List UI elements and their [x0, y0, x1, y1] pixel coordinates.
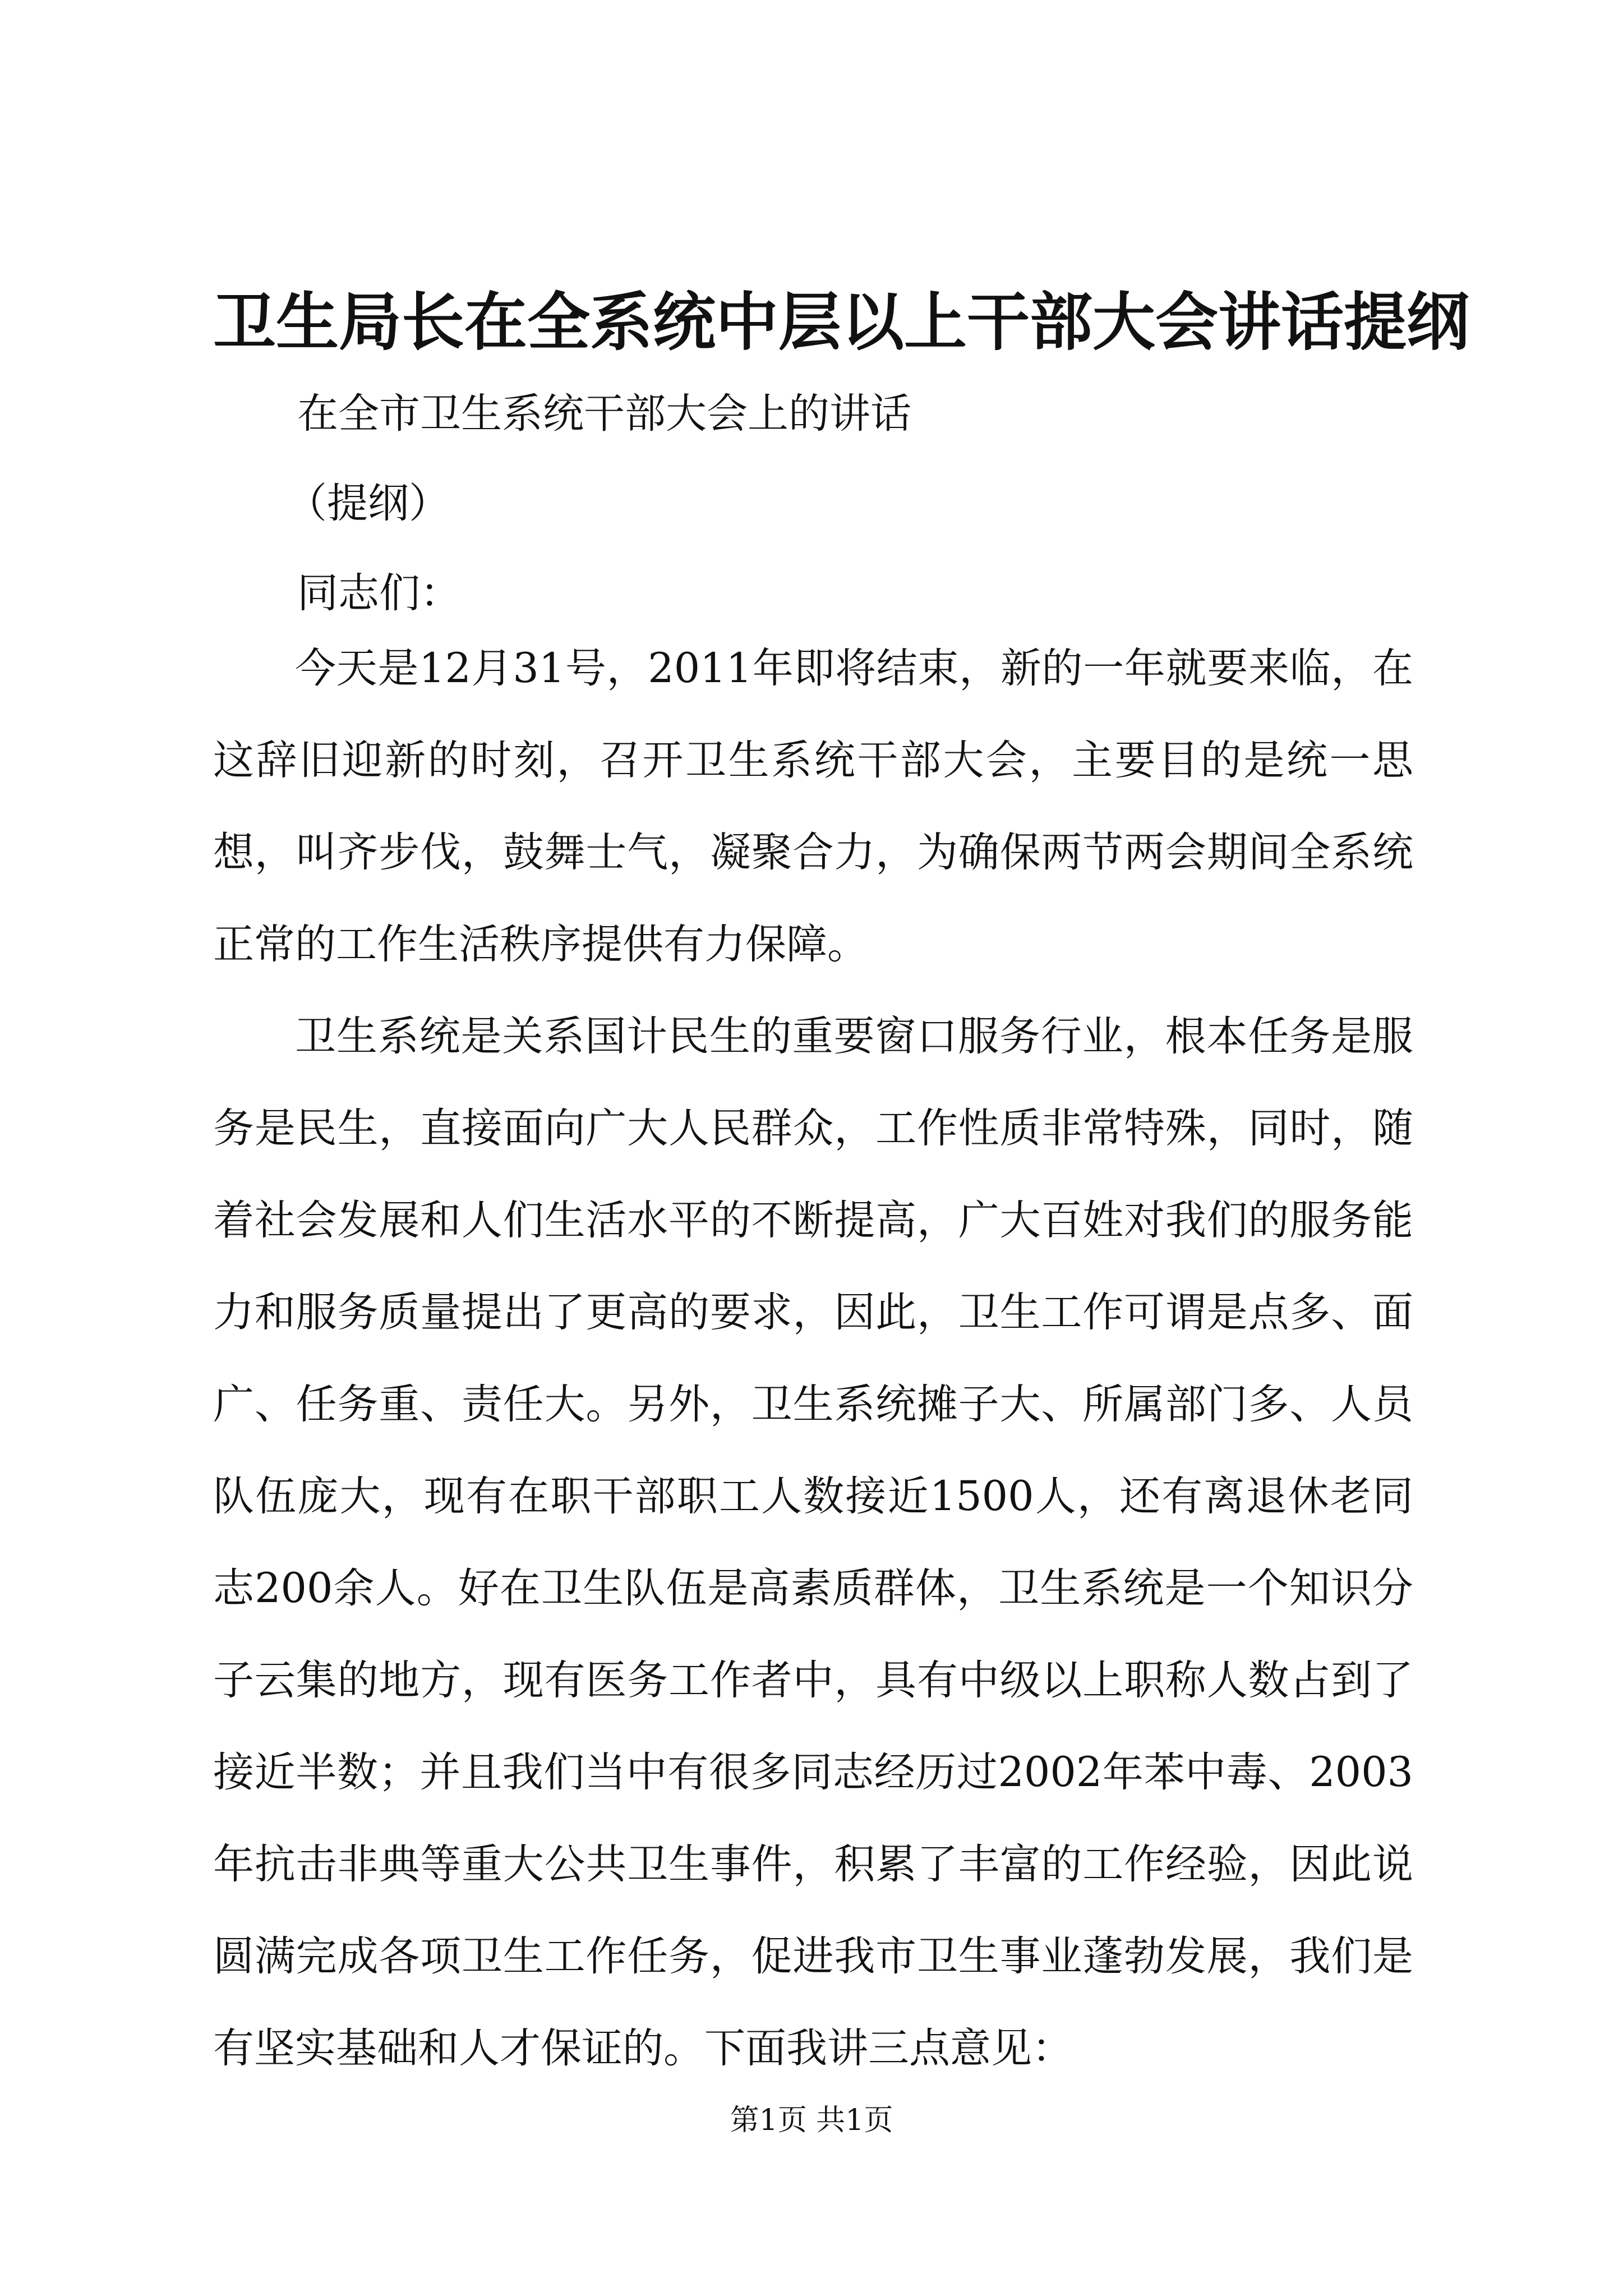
paragraph-opening: 今天是12月31号，2011年即将结束，新的一年就要来临，在这辞旧迎新的时刻，召开卫生系统干部大会，主要目的是统一思想，叫齐步伐，鼓舞士气，凝聚合力，为确保两节两会期间全系统正常的工作生活秩序提供有力保障。: [213, 645, 1413, 968]
document-title: 卫生局长在全系统中层以上干部大会讲话提纲: [213, 286, 1469, 359]
paragraph-background: 卫生系统是关系国计民生的重要窗口服务行业，根本任务是服务是民生，直接面向广大人民群众，工作性质非常特殊，同时，随着社会发展和人们生活水平的不断提高，广大百姓对我们的服务能力和服务质量提出了更高的要求，因此，卫生工作可谓是点多、面广、任务重、责任大。另外，卫生系统摊子大、所属部门多、人员队伍庞大，现有在职干部职工人数接近1500人，还有离退休老同志200余人。好在卫生队伍是高素质群体，卫生系统是一个知识分子云集的地方，现有医务工作者中，具有中级以上职称人数占到了接近半数；并且我们当中有很多同志经历过2002年苯中毒、2003年抗击非典等重大公共卫生事件，积累了丰富的工作经验，因此说圆满完成各项卫生工作任务，促进我市卫生事业蓬勃发展，我们是有坚实基础和人才保证的。下面我讲三点意见：: [213, 1013, 1413, 2072]
page-number: 第1页 共1页: [730, 2104, 893, 2137]
speech-subtitle: 在全市卫生系统干部大会上的讲话: [297, 390, 911, 438]
speech-body: [213, 623, 1413, 2095]
outline-note: （提纲）: [286, 480, 450, 527]
salutation: 同志们：: [297, 569, 461, 617]
